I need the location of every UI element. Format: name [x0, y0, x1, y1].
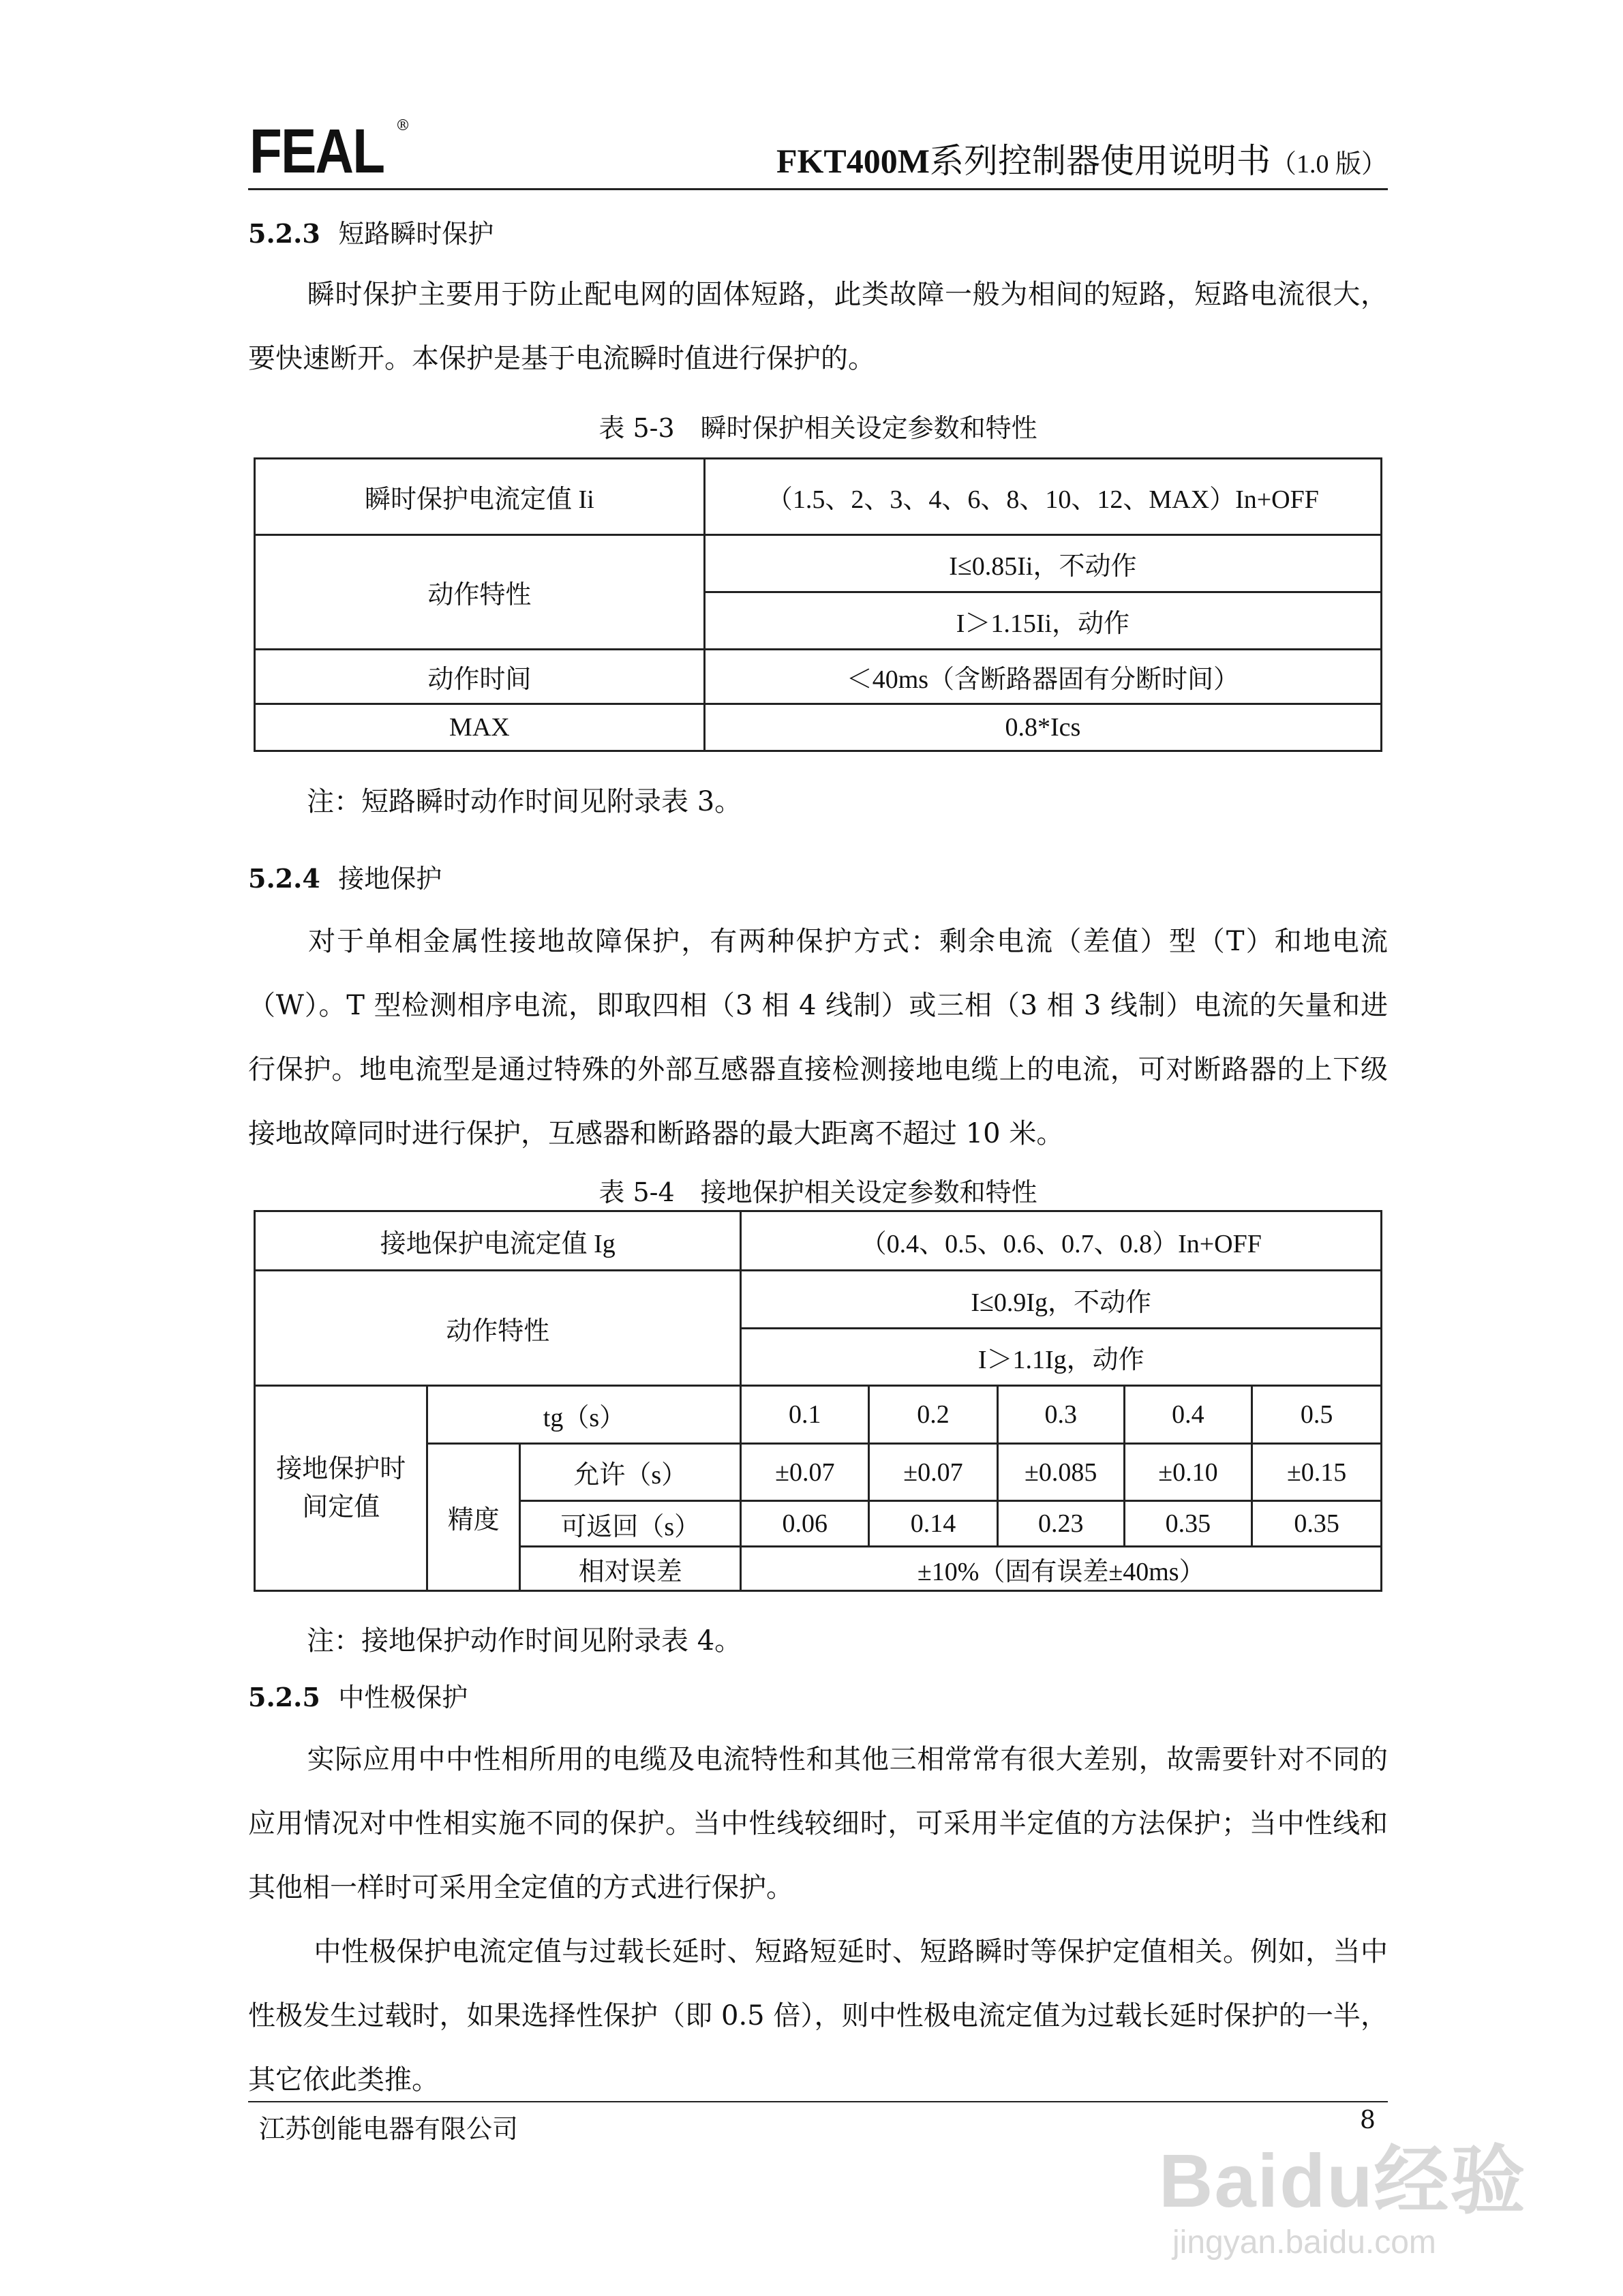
version: （1.0 版） [1270, 150, 1387, 179]
registered-mark: ® [395, 117, 410, 134]
feal-logo: FEAL [249, 117, 384, 186]
paragraph [248, 1920, 1388, 2112]
ground-protection-table [254, 1210, 1382, 1592]
table-cell: ±0.15 [1252, 1444, 1382, 1501]
paragraph [248, 262, 1388, 391]
table-cell: （1.5、2、3、4、6、8、10、12、MAX）In+OFF [704, 459, 1381, 535]
table-cell: tg（s） [427, 1386, 741, 1444]
paragraph [248, 1727, 1388, 1920]
table-caption: 表 5-4 接地保护相关设定参数和特性 [598, 1177, 1037, 1207]
paragraph-text: 对于单相金属性接地故障保护，有两种保护方式：剩余电流（差值）型（T）和地电流（W）。T 型检测相序电流，即取四相（3 相 4 线制）或三相（3 相 3 线制）电流的矢量和进行保护。地电流型是通过特殊的外部互感器直接检测接地电缆上的电流，可对断路器的上下级接地故障同时进行保护，互感器和断路器的最大距离不超过 10 米。 [248, 926, 1388, 1149]
paragraph-text: 中性极保护电流定值与过载长延时、短路短延时、短路瞬时等保护定值相关。例如，当中性极发生过载时，如果选择性保护（即 0.5 倍），则中性极电流定值为过载长延时保护的一半，其它依此类推。 [248, 1936, 1388, 2096]
table-cell: I＞1.15Ii，动作 [704, 592, 1381, 650]
table-cell: ±0.085 [997, 1444, 1124, 1501]
company-name: 江苏创能电器有限公司 [259, 2114, 519, 2144]
section-heading-5-2-4 [248, 858, 442, 895]
section-title: 接地保护 [338, 864, 442, 894]
table-cell: ±0.07 [741, 1444, 869, 1501]
section-title: 中性极保护 [338, 1682, 468, 1712]
table-cell: 0.8*Ics [704, 704, 1381, 751]
title-text: 系列控制器使用说明书 [929, 142, 1271, 180]
table-cell: 动作特性 [255, 1271, 741, 1386]
table-cell: 0.4 [1124, 1386, 1252, 1444]
table-cell: I≤0.9Ig，不动作 [741, 1271, 1382, 1329]
table-cell: 可返回（s） [520, 1501, 741, 1547]
paragraph [248, 909, 1388, 1166]
watermark-url: jingyan.baidu.com [1172, 2224, 1436, 2261]
paragraph-text: 实际应用中中性相所用的电缆及电流特性和其他三相常常有很大差别，故需要针对不同的应用情况对中性相实施不同的保护。当中性线较细时，可采用半定值的方法保护；当中性线和其他相一样时可采用全定值的方式进行保护。 [248, 1744, 1388, 1903]
note [248, 770, 1388, 834]
table-cell: （0.4、0.5、0.6、0.7、0.8）In+OFF [741, 1211, 1382, 1271]
document-title [776, 134, 1387, 183]
table-caption: 表 5-3 瞬时保护相关设定参数和特性 [598, 413, 1037, 443]
section-number: 5.2.4 [248, 863, 320, 894]
table-cell: 精度 [427, 1444, 520, 1591]
table-cell: 0.23 [997, 1501, 1124, 1547]
table-cell: 0.3 [997, 1386, 1124, 1444]
table-cell: 接地保护时间定值 [255, 1386, 427, 1591]
section-number: 5.2.5 [248, 1682, 320, 1712]
footer-divider [248, 2101, 1388, 2102]
table-cell: ＜40ms（含断路器固有分断时间） [704, 650, 1381, 704]
table-cell: 0.06 [741, 1501, 869, 1547]
header-divider [248, 188, 1388, 190]
table-cell: 0.5 [1252, 1386, 1382, 1444]
section-number: 5.2.3 [248, 218, 320, 249]
table-cell: ±0.10 [1124, 1444, 1252, 1501]
note-text: 注：短路瞬时动作时间见附录表 3。 [307, 786, 742, 817]
table-cell: 允许（s） [520, 1444, 741, 1501]
table-cell: 接地保护电流定值 Ig [255, 1211, 741, 1271]
table-cell: 0.14 [869, 1501, 998, 1547]
baidu-watermark [1159, 2141, 1527, 2263]
table-cell: 动作特性 [255, 535, 705, 650]
table-cell: 相对误差 [520, 1547, 741, 1591]
model-name: FKT400M [776, 142, 930, 180]
paragraph-text: 瞬时保护主要用于防止配电网的固体短路，此类故障一般为相间的短路，短路电流很大，要快速断开。本保护是基于电流瞬时值进行保护的。 [248, 279, 1388, 374]
instantaneous-protection-table [254, 457, 1382, 752]
section-heading-5-2-5 [248, 1676, 468, 1714]
table-cell: 瞬时保护电流定值 Ii [255, 459, 705, 535]
section-title: 短路瞬时保护 [338, 219, 494, 249]
watermark-brand: Baidu经验 [1159, 2139, 1527, 2223]
table-cell: 0.2 [869, 1386, 998, 1444]
page-number: 8 [1360, 2106, 1376, 2134]
table-cell: 0.35 [1124, 1501, 1252, 1547]
section-heading-5-2-3 [248, 213, 494, 250]
table-cell: I≤0.85Ii，不动作 [704, 535, 1381, 592]
note-text: 注：接地保护动作时间见附录表 4。 [307, 1625, 742, 1657]
table-cell: 0.1 [741, 1386, 869, 1444]
note [248, 1609, 1388, 1673]
table-cell: 0.35 [1252, 1501, 1382, 1547]
table-cell: ±10%（固有误差±40ms） [741, 1547, 1382, 1591]
table-cell: MAX [255, 704, 705, 751]
table-cell: I＞1.1Ig，动作 [741, 1329, 1382, 1386]
table-cell: ±0.07 [869, 1444, 998, 1501]
table-cell: 动作时间 [255, 650, 705, 704]
